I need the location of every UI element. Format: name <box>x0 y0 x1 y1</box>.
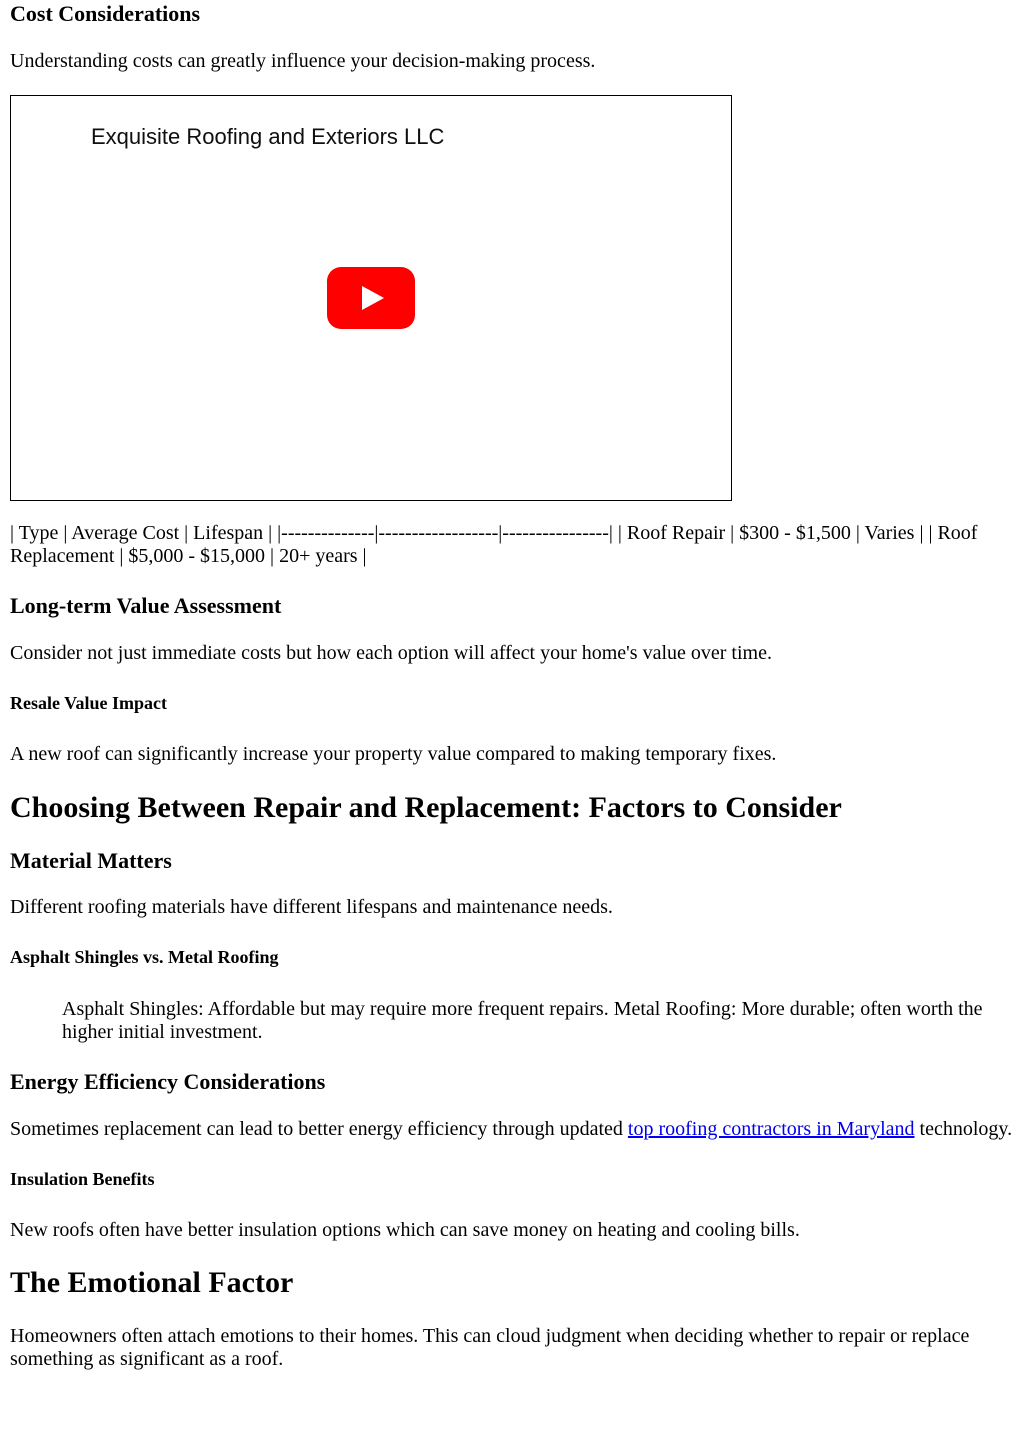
long-term-value-heading: Long-term Value Assessment <box>10 593 282 618</box>
top-roofing-contractors-link[interactable]: top roofing contractors in Maryland <box>627 1118 915 1140</box>
choosing-heading: Choosing Between Repair and Replacement: Factors to Consider <box>10 791 842 824</box>
energy-efficiency-heading: Energy Efficiency Considerations <box>10 1069 326 1094</box>
asphalt-vs-metal-text: Asphalt Shingles: Affordable but may require more frequent repairs. Metal Roofing: More durable; often worth the higher initial investment. <box>62 998 983 1043</box>
material-matters-heading: Material Matters <box>10 848 172 873</box>
cost-intro-text: Understanding costs can greatly influence your decision-making process. <box>10 50 596 72</box>
resale-value-heading: Resale Value Impact <box>10 693 167 713</box>
insulation-benefits-text: New roofs often have better insulation options which can save money on heating and cooling bills. <box>10 1219 800 1241</box>
energy-text-before: Sometimes replacement can lead to better energy efficiency through updated <box>10 1118 628 1140</box>
resale-value-text: A new roof can significantly increase your property value compared to making temporary fixes. <box>10 743 777 765</box>
emotional-factor-heading: The Emotional Factor <box>10 1266 294 1299</box>
emotional-factor-text: Homeowners often attach emotions to their homes. This can cloud judgment when deciding whether to repair or replace something as significant as a roof. <box>10 1325 970 1370</box>
video-title[interactable]: Exquisite Roofing and Exteriors LLC <box>91 124 445 149</box>
cost-considerations-heading: Cost Considerations <box>10 1 201 26</box>
insulation-benefits-heading: Insulation Benefits <box>10 1169 155 1189</box>
energy-text-after: technology. <box>914 1118 1013 1140</box>
youtube-video-embed[interactable] <box>10 95 732 501</box>
long-term-value-text: Consider not just immediate costs but how each option will affect your home's value over time. <box>10 642 772 664</box>
asphalt-vs-metal-heading: Asphalt Shingles vs. Metal Roofing <box>10 947 279 967</box>
energy-efficiency-text <box>10 1118 1014 1141</box>
youtube-play-icon[interactable] <box>327 267 415 329</box>
material-matters-text: Different roofing materials have different lifespans and maintenance needs. <box>10 896 613 918</box>
cost-table-text: | Type | Average Cost | Lifespan | |--------------|------------------|----------------| | Roof Repair | $300 - $1,500 | Varies | | Roof Replacement | $5,000 - $15,000 | 20+ years | <box>10 522 978 567</box>
